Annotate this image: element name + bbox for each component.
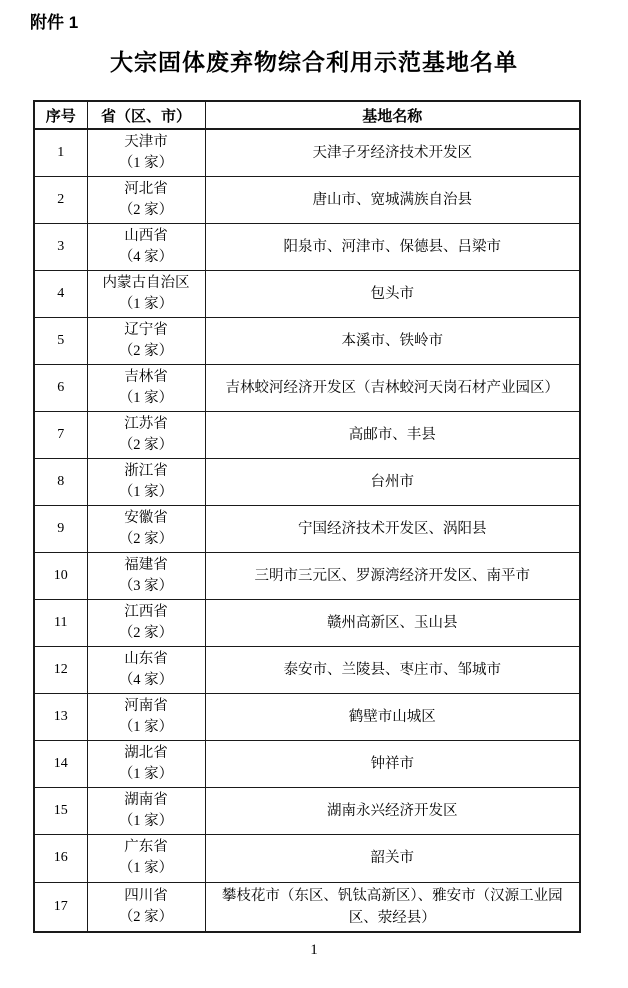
row-number: 2 — [34, 177, 87, 224]
province-cell — [87, 459, 205, 506]
row-number: 12 — [34, 647, 87, 694]
header-serial-number: 序号 — [34, 101, 87, 129]
base-name-cell: 天津子牙经济技术开发区 — [205, 129, 580, 177]
province-cell — [87, 177, 205, 224]
province-count: （2 家） — [118, 625, 174, 642]
table-row — [34, 553, 580, 600]
base-name-cell: 阳泉市、河津市、保德县、吕梁市 — [205, 224, 580, 271]
province-name: 江苏省 — [124, 416, 168, 433]
province-cell — [87, 694, 205, 741]
row-number: 4 — [34, 271, 87, 318]
table-row — [34, 506, 580, 553]
row-number: 5 — [34, 318, 87, 365]
table-row — [34, 694, 580, 741]
province-count: （1 家） — [118, 484, 174, 501]
province-cell — [87, 741, 205, 788]
table-row — [34, 177, 580, 224]
table-row — [34, 835, 580, 882]
base-name-cell: 台州市 — [205, 459, 580, 506]
province-count: （2 家） — [118, 202, 174, 219]
province-cell — [87, 882, 205, 932]
province-count: （2 家） — [118, 531, 174, 548]
province-name: 山东省 — [124, 651, 168, 668]
page-number: 1 — [310, 942, 318, 958]
province-count: （1 家） — [118, 766, 174, 783]
province-count: （2 家） — [118, 437, 174, 454]
row-number: 3 — [34, 224, 87, 271]
row-number: 9 — [34, 506, 87, 553]
base-name-cell: 唐山市、宽城满族自治县 — [205, 177, 580, 224]
table-row — [34, 318, 580, 365]
base-name-cell: 攀枝花市（东区、钒钛高新区）、雅安市（汉源工业园区、荥经县） — [205, 882, 580, 932]
table-row — [34, 741, 580, 788]
province-count: （1 家） — [118, 813, 174, 830]
base-list-table — [33, 100, 581, 933]
base-name-cell: 本溪市、铁岭市 — [205, 318, 580, 365]
row-number: 15 — [34, 788, 87, 835]
base-name-cell: 泰安市、兰陵县、枣庄市、邹城市 — [205, 647, 580, 694]
base-name-cell: 三明市三元区、罗源湾经济开发区、南平市 — [205, 553, 580, 600]
province-cell — [87, 647, 205, 694]
province-count: （2 家） — [118, 343, 174, 360]
header-province: 省（区、市） — [87, 101, 205, 129]
province-count: （4 家） — [118, 672, 174, 689]
province-count: （3 家） — [118, 578, 174, 595]
row-number: 7 — [34, 412, 87, 459]
province-cell — [87, 365, 205, 412]
province-name: 福建省 — [124, 557, 168, 574]
base-name-cell: 鹤壁市山城区 — [205, 694, 580, 741]
table-row — [34, 224, 580, 271]
province-count: （1 家） — [118, 155, 174, 172]
province-count: （1 家） — [118, 296, 174, 313]
province-name: 广东省 — [124, 839, 168, 856]
province-name: 湖南省 — [124, 792, 168, 809]
row-number: 11 — [34, 600, 87, 647]
province-name: 安徽省 — [124, 510, 168, 527]
row-number: 1 — [34, 129, 87, 177]
province-count: （1 家） — [118, 390, 174, 407]
row-number: 16 — [34, 835, 87, 882]
province-name: 天津市 — [124, 134, 168, 150]
province-cell — [87, 553, 205, 600]
province-cell — [87, 835, 205, 882]
province-cell — [87, 271, 205, 318]
province-cell — [87, 788, 205, 835]
province-count: （4 家） — [118, 249, 174, 266]
base-name-cell: 湖南永兴经济开发区 — [205, 788, 580, 835]
province-name: 辽宁省 — [124, 322, 168, 339]
province-cell — [87, 600, 205, 647]
table-row — [34, 600, 580, 647]
table-row — [34, 459, 580, 506]
base-name-cell: 宁国经济技术开发区、涡阳县 — [205, 506, 580, 553]
province-name: 山西省 — [124, 228, 168, 245]
base-name-cell: 赣州高新区、玉山县 — [205, 600, 580, 647]
base-name-cell: 钟祥市 — [205, 741, 580, 788]
row-number: 6 — [34, 365, 87, 412]
province-cell — [87, 224, 205, 271]
province-cell — [87, 506, 205, 553]
page-title: 大宗固体废弃物综合利用示范基地名单 — [110, 49, 518, 75]
province-name: 湖北省 — [124, 745, 168, 762]
table-row — [34, 365, 580, 412]
province-name: 四川省 — [124, 887, 168, 904]
province-cell — [87, 318, 205, 365]
table-row — [34, 788, 580, 835]
province-count: （1 家） — [118, 860, 174, 877]
table-row — [34, 647, 580, 694]
row-number: 8 — [34, 459, 87, 506]
province-cell — [87, 412, 205, 459]
province-count: （2 家） — [118, 908, 174, 925]
province-name: 河北省 — [124, 181, 168, 198]
province-cell — [87, 129, 205, 177]
province-name: 浙江省 — [124, 463, 168, 480]
table-row — [34, 129, 580, 177]
province-name: 内蒙古自治区 — [102, 275, 190, 292]
table-body — [34, 129, 580, 932]
base-name-cell: 韶关市 — [205, 835, 580, 882]
table-header-row — [34, 101, 580, 129]
row-number: 13 — [34, 694, 87, 741]
header-base-name: 基地名称 — [205, 101, 580, 129]
row-number: 14 — [34, 741, 87, 788]
row-number: 10 — [34, 553, 87, 600]
table-row — [34, 412, 580, 459]
base-name-cell: 包头市 — [205, 271, 580, 318]
row-number: 17 — [34, 882, 87, 932]
province-name: 河南省 — [124, 698, 168, 715]
province-name: 江西省 — [124, 604, 168, 621]
table-row — [34, 882, 580, 932]
province-count: （1 家） — [118, 719, 174, 736]
table-row — [34, 271, 580, 318]
attachment-label: 附件 1 — [30, 13, 79, 32]
base-name-cell: 吉林蛟河经济开发区（吉林蛟河天岗石材产业园区） — [205, 365, 580, 412]
base-name-cell: 高邮市、丰县 — [205, 412, 580, 459]
province-name: 吉林省 — [124, 369, 168, 386]
